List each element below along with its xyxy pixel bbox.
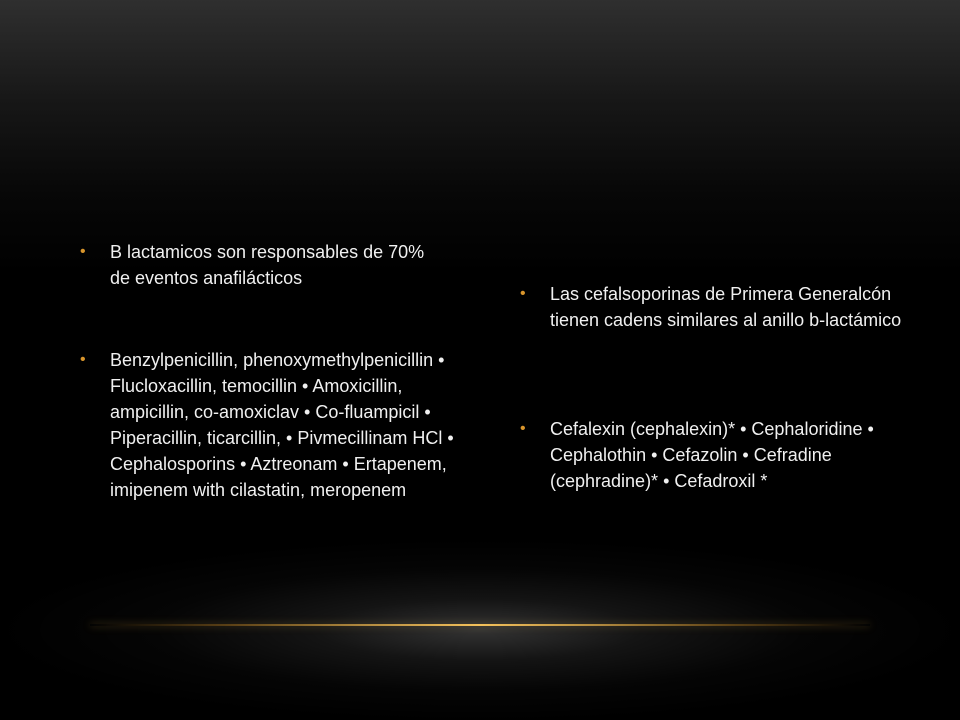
left-bullet-2 <box>80 347 455 503</box>
left-bullet-1-text: B lactamicos son responsables de 70% de eventos anafilácticos <box>110 242 425 288</box>
right-bullet-2-text: Cefalexin (cephalexin)* • Cephaloridine • Cephalothin • Cefazolin • Cefradine (cephradine)* • Cefadroxil * <box>550 419 874 491</box>
right-bullet-2 <box>520 416 910 494</box>
left-bullet-2-text: Benzylpenicillin, phenoxymethylpenicillin • Flucloxacillin, temocillin • Amoxicillin, ampicillin, co-amoxiclav • Co-fluampicil • Piperacillin, ticarcillin, • Pivmecillinam HCl • Cephalosporins • Aztreonam • Ertapenem, imipenem with cilastatin, meropenem <box>110 350 454 500</box>
gold-divider-line <box>90 624 870 626</box>
bullet-marker-icon: • <box>80 351 86 368</box>
right-bullet-1 <box>520 281 910 333</box>
bullet-marker-icon: • <box>80 243 86 260</box>
bullet-marker-icon: • <box>520 420 526 437</box>
bullet-marker-icon: • <box>520 285 526 302</box>
right-bullet-1-text: Las cefalsoporinas de Primera Generalcón tienen cadens similares al anillo b-lactámico <box>550 284 902 330</box>
left-bullet-1 <box>80 239 425 291</box>
